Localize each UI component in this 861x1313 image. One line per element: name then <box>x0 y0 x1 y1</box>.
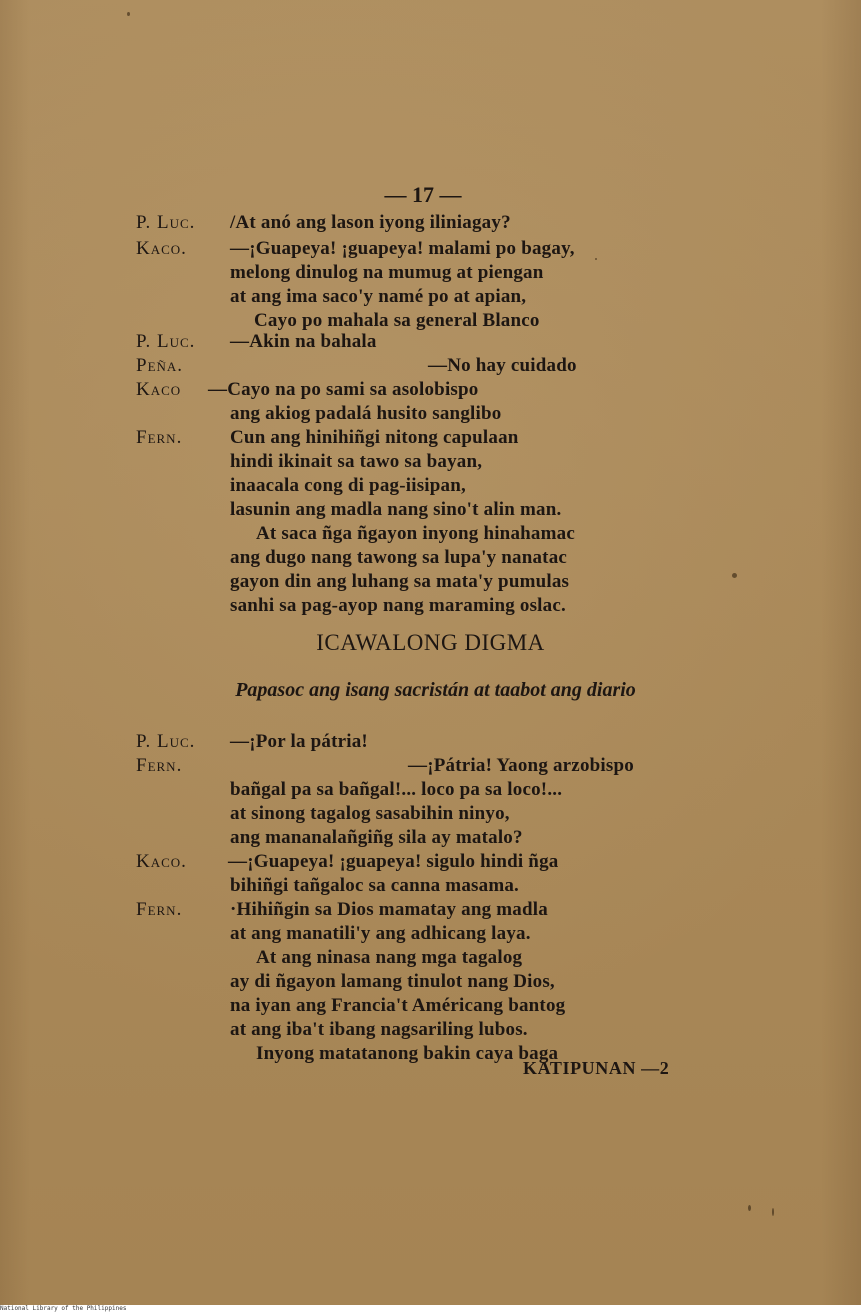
verse-line: ay di ñgayon lamang tinulot nang Dios, <box>230 971 555 992</box>
verse-line: ang mananalañgiñg sila ay matalo? <box>230 827 523 848</box>
verse-line: —Akin na bahala <box>230 331 377 352</box>
verse-line: bihiñgi tañgaloc sa canna masama. <box>230 875 520 896</box>
speaker-pena: Peña. <box>136 355 184 376</box>
verse-line: Cayo po mahala sa general Blanco <box>254 310 540 331</box>
paper-speck <box>595 258 597 260</box>
verse-line: —Cayo na po sami sa asolobispo <box>208 379 479 400</box>
verse-line: melong dinulog na mumug at piengan <box>230 262 544 283</box>
speaker-fern: Fern. <box>136 899 183 920</box>
verse-line: bañgal pa sa bañgal!... loco pa sa loco!... <box>230 779 563 800</box>
speaker-kaco: Kaco. <box>136 238 187 259</box>
speaker-kaco: Kaco <box>136 379 182 400</box>
speaker-fern: Fern. <box>136 755 183 776</box>
paper-speck <box>748 1205 751 1211</box>
paper-speck <box>732 573 737 578</box>
verse-line: Inyong matatanong bakin caya baga <box>256 1043 559 1064</box>
verse-line: at ang iba't ibang nagsariling lubos. <box>230 1019 528 1040</box>
verse-line: ·Hihiñgin sa Dios mamatay ang madla <box>230 899 548 920</box>
paper-speck <box>772 1208 774 1216</box>
verse-line: —No hay cuidado <box>428 355 577 376</box>
verse-line: At ang ninasa nang mga tagalog <box>256 947 523 968</box>
verse-line: at sinong tagalog sasabihin ninyo, <box>230 803 510 824</box>
catchword: KATIPUNAN —2 <box>523 1058 670 1078</box>
verse-line: —¡Guapeya! ¡guapeya! malami po bagay, <box>230 238 575 259</box>
verse-line: at ang ima saco'y namé po at apian, <box>230 286 527 307</box>
section-heading: ICAWALONG DIGMA <box>316 630 545 655</box>
verse-line: inaacala cong di pag-iisipan, <box>230 475 466 496</box>
verse-line: At saca ñga ñgayon inyong hinahamac <box>256 523 575 544</box>
verse-line: na iyan ang Francia't Américang bantog <box>230 995 566 1016</box>
verse-line: sanhi sa pag-ayop nang maraming oslac. <box>230 595 566 616</box>
verse-line: lasunin ang madla nang sino't alin man. <box>230 499 562 520</box>
verse-line: gayon din ang luhang sa mata'y pumulas <box>230 571 570 592</box>
verse-line: —¡Por la pátria! <box>230 731 368 752</box>
verse-line: Cun ang hinihiñgi nitong capulaan <box>230 427 519 448</box>
speaker-kaco: Kaco. <box>136 851 187 872</box>
verse-line: at ang manatili'y ang adhicang laya. <box>230 923 531 944</box>
paper-speck <box>127 12 130 16</box>
verse-line: ang dugo nang tawong sa lupa'y nanatac <box>230 547 568 568</box>
verse-line: —¡Guapeya! ¡guapeya! sigulo hindi ñga <box>228 851 559 872</box>
speaker-p-luc: P. Luc. <box>136 731 196 752</box>
verse-line: hindi ikinait sa tawo sa bayan, <box>230 451 483 472</box>
speaker-fern: Fern. <box>136 427 183 448</box>
speaker-p-luc: P. Luc. <box>136 212 196 233</box>
page-number: — 17 — <box>384 182 462 207</box>
speaker-p-luc: P. Luc. <box>136 331 196 352</box>
verse-line: —¡Pátria! Yaong arzobispo <box>408 755 634 776</box>
stage-direction: Papasoc ang isang sacristán at taabot ang diario <box>235 679 636 701</box>
verse-line: /At anó ang lason iyong iliniagay? <box>230 212 511 233</box>
archive-credit: National Library of the Philippines <box>0 1305 861 1313</box>
verse-line: ang akiog padalá husito sanglibo <box>230 403 502 424</box>
